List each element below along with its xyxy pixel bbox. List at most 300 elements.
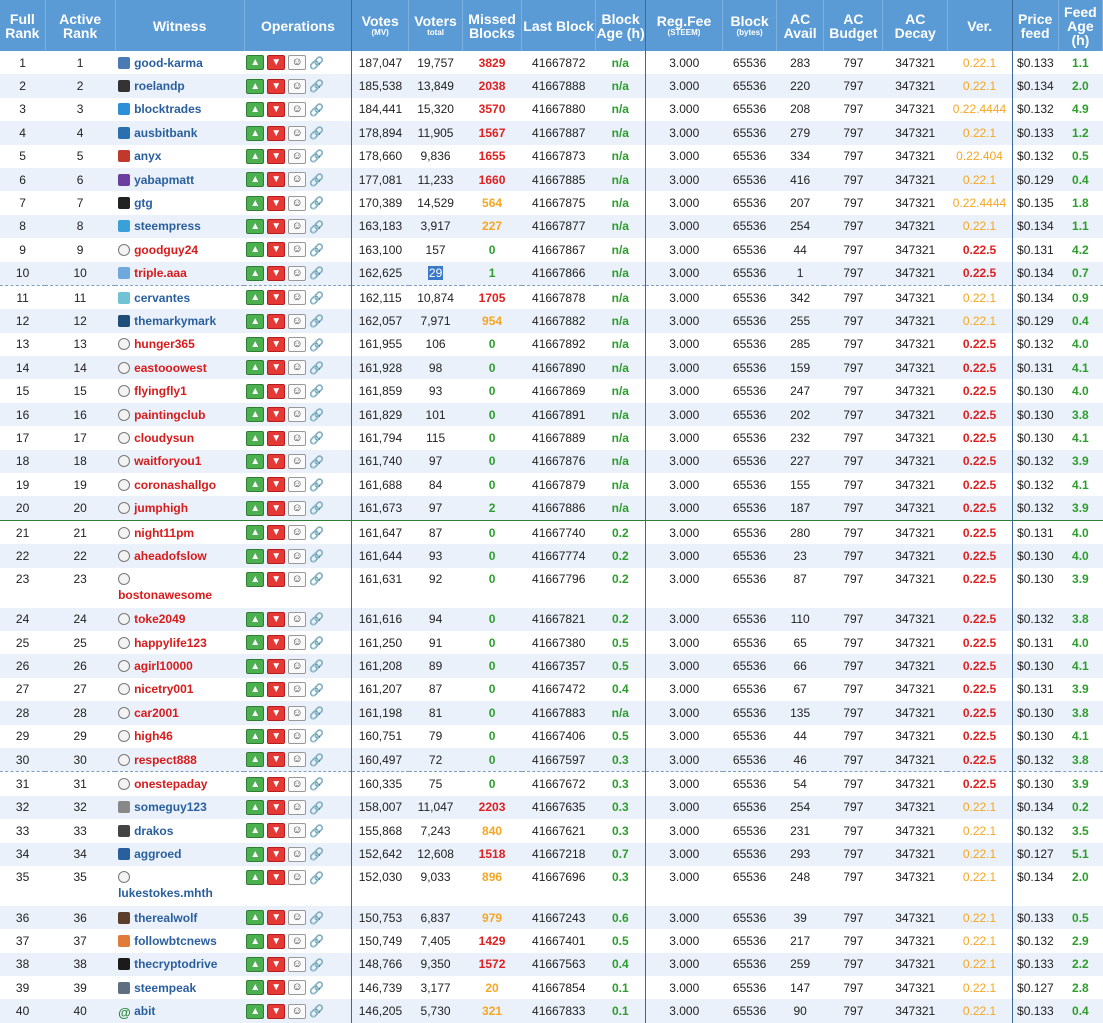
link-icon[interactable]: 🔗 [309,525,325,540]
vote-up-icon[interactable] [246,729,264,744]
add-proxy-icon[interactable] [288,126,306,141]
add-proxy-icon[interactable] [288,910,306,925]
voters[interactable]: 81 [409,701,463,724]
witness-link[interactable]: abit [134,1003,156,1018]
add-proxy-icon[interactable] [288,337,306,352]
avatar [118,150,130,162]
witness-link[interactable]: onestepaday [134,777,208,792]
witness-cell[interactable] [115,544,244,567]
vote-down-icon[interactable] [267,572,285,587]
vote-down-icon[interactable] [267,431,285,446]
add-proxy-icon[interactable] [288,572,306,587]
add-proxy-icon[interactable] [288,612,306,627]
col-block-age[interactable]: Block Age (h) [596,0,645,51]
link-icon[interactable]: 🔗 [309,752,325,767]
add-proxy-icon[interactable] [288,934,306,949]
vote-up-icon[interactable] [246,337,264,352]
vote-up-icon[interactable] [246,196,264,211]
witness-link[interactable]: happylife123 [134,635,207,650]
link-icon[interactable]: 🔗 [309,635,325,650]
col-ac-budget[interactable]: AC Budget [824,0,883,51]
witness-cell[interactable] [115,379,244,402]
voters[interactable]: 7,971 [409,309,463,332]
vote-down-icon[interactable] [267,635,285,650]
vote-up-icon[interactable] [246,314,264,329]
witness-cell[interactable] [115,145,244,168]
voters[interactable]: 79 [428,729,443,744]
witness-cell[interactable] [115,262,244,286]
vote-up-icon[interactable] [246,360,264,375]
witness-link[interactable]: someguy123 [134,800,207,815]
link-icon[interactable]: 🔗 [309,55,325,70]
add-proxy-icon[interactable] [288,172,306,187]
add-proxy-icon[interactable] [288,706,306,721]
link-icon[interactable]: 🔗 [309,314,325,329]
link-icon[interactable]: 🔗 [309,682,325,697]
add-proxy-icon[interactable] [288,659,306,674]
link-icon[interactable]: 🔗 [309,477,325,492]
voters[interactable]: 15,320 [417,102,454,117]
link-icon[interactable]: 🔗 [309,659,325,674]
voters[interactable]: 97 [409,496,463,520]
vote-down-icon[interactable] [267,910,285,925]
witness-link[interactable]: toke2049 [134,612,186,627]
vote-down-icon[interactable] [267,242,285,257]
witness-link[interactable]: followbtcnews [134,933,217,948]
witness-cell[interactable] [115,74,244,97]
witness-cell[interactable] [115,725,244,748]
link-icon[interactable]: 🔗 [309,957,325,972]
link-icon[interactable]: 🔗 [309,800,325,815]
vote-up-icon[interactable] [246,635,264,650]
vote-up-icon[interactable] [246,1004,264,1019]
witness-cell[interactable] [115,215,244,238]
voters[interactable]: 115 [426,430,446,445]
witness-link[interactable]: flyingfly1 [134,384,187,399]
add-proxy-icon[interactable] [288,1004,306,1019]
witness-link[interactable]: lukestokes.mhth [118,885,213,900]
link-icon[interactable]: 🔗 [309,126,325,141]
link-icon[interactable]: 🔗 [309,337,325,352]
vote-down-icon[interactable] [267,477,285,492]
voters[interactable]: 11,905 [409,121,463,144]
witness-cell[interactable] [115,285,244,309]
witness-link[interactable]: anyx [134,149,162,164]
witness-link[interactable]: goodguy24 [134,242,199,257]
vote-down-icon[interactable] [267,196,285,211]
witness-cell[interactable] [115,866,244,906]
vote-up-icon[interactable] [246,477,264,492]
vote-down-icon[interactable] [267,729,285,744]
add-proxy-icon[interactable] [288,431,306,446]
add-proxy-icon[interactable] [288,407,306,422]
col-ac-decay[interactable]: AC Decay [883,0,948,51]
col-full-rank[interactable]: Full Rank [0,0,45,51]
witness-link[interactable]: gtg [134,196,153,211]
vote-down-icon[interactable] [267,777,285,792]
vote-up-icon[interactable] [246,384,264,399]
voters[interactable]: 9,033 [420,869,451,884]
witness-link[interactable]: blocktrades [134,102,202,117]
add-proxy-icon[interactable] [288,454,306,469]
witness-link[interactable]: hunger365 [134,337,195,352]
link-icon[interactable]: 🔗 [309,549,325,564]
add-proxy-icon[interactable] [288,219,306,234]
witness-cell[interactable] [115,953,244,976]
link-icon[interactable]: 🔗 [309,612,325,627]
col-reg-fee[interactable]: Reg.Fee (STEEM) [645,0,722,51]
link-icon[interactable]: 🔗 [309,934,325,949]
link-icon[interactable]: 🔗 [309,980,325,995]
link-icon[interactable]: 🔗 [309,706,325,721]
vote-up-icon[interactable] [246,549,264,564]
witness-cell[interactable] [115,819,244,842]
vote-up-icon[interactable] [246,612,264,627]
voters[interactable]: 6,837 [409,906,463,929]
witness-link[interactable]: good-karma [134,55,203,70]
vote-up-icon[interactable] [246,102,264,117]
vote-up-icon[interactable] [246,847,264,862]
add-proxy-icon[interactable] [288,847,306,862]
witness-link[interactable]: ausbitbank [134,125,198,140]
voters[interactable]: 91 [428,635,443,650]
vote-up-icon[interactable] [246,431,264,446]
link-icon[interactable]: 🔗 [309,242,325,257]
vote-up-icon[interactable] [246,682,264,697]
vote-up-icon[interactable] [246,752,264,767]
add-proxy-icon[interactable] [288,290,306,305]
witness-link[interactable]: steempeak [134,980,197,995]
link-icon[interactable]: 🔗 [309,729,325,744]
vote-up-icon[interactable] [246,706,264,721]
add-proxy-icon[interactable] [288,55,306,70]
voters[interactable]: 94 [409,608,463,631]
add-proxy-icon[interactable] [288,752,306,767]
witness-link[interactable]: car2001 [134,705,179,720]
witness-link[interactable]: coronashallgo [134,477,217,492]
link-icon[interactable]: 🔗 [309,219,325,234]
witness-cell[interactable] [115,98,244,121]
voters[interactable]: 72 [409,748,463,772]
add-proxy-icon[interactable] [288,870,306,885]
link-icon[interactable]: 🔗 [309,360,325,375]
witness-link[interactable]: therealwolf [134,910,198,925]
vote-down-icon[interactable] [267,525,285,540]
voters[interactable]: 84 [428,477,443,492]
link-icon[interactable]: 🔗 [309,79,325,94]
link-icon[interactable]: 🔗 [309,407,325,422]
voters[interactable]: 9,836 [420,149,451,164]
link-icon[interactable]: 🔗 [309,431,325,446]
vote-up-icon[interactable] [246,126,264,141]
witness-link[interactable]: bostonawesome [118,587,213,602]
vote-down-icon[interactable] [267,800,285,815]
link-icon[interactable]: 🔗 [309,847,325,862]
vote-up-icon[interactable] [246,454,264,469]
witness-link[interactable]: drakos [134,823,174,838]
witness-link[interactable]: respect888 [134,752,197,767]
witness-link[interactable]: waitforyou1 [134,454,202,469]
link-icon[interactable]: 🔗 [309,290,325,305]
witness-cell[interactable] [115,631,244,654]
witness-link[interactable]: nicetry001 [134,682,194,697]
witness-link[interactable]: themarkymark [134,313,217,328]
witness-cell[interactable] [115,356,244,379]
add-proxy-icon[interactable] [288,957,306,972]
col-active-rank[interactable]: Active Rank [45,0,115,51]
add-proxy-icon[interactable] [288,384,306,399]
vote-down-icon[interactable] [267,870,285,885]
link-icon[interactable]: 🔗 [309,910,325,925]
voters[interactable]: 3,917 [409,215,463,238]
vote-up-icon[interactable] [246,823,264,838]
link-icon[interactable]: 🔗 [309,501,325,516]
voters[interactable]: 5,730 [409,999,463,1022]
vote-up-icon[interactable] [246,777,264,792]
voters[interactable]: 11,047 [409,796,463,819]
voters[interactable]: 157 [425,242,446,257]
col-feed-age[interactable]: Feed Age (h) [1058,0,1102,51]
vote-down-icon[interactable] [267,407,285,422]
witness-cell[interactable] [115,473,244,496]
voters[interactable]: 12,608 [409,843,463,866]
vote-down-icon[interactable] [267,549,285,564]
witness-cell[interactable] [115,701,244,724]
vote-up-icon[interactable] [246,79,264,94]
vote-up-icon[interactable] [246,870,264,885]
vote-down-icon[interactable] [267,1004,285,1019]
witness-cell[interactable] [115,678,244,701]
vote-down-icon[interactable] [267,454,285,469]
witness-cell[interactable] [115,843,244,866]
vote-down-icon[interactable] [267,957,285,972]
witness-cell[interactable] [115,238,244,261]
link-icon[interactable]: 🔗 [309,384,325,399]
witness-link[interactable]: cervantes [134,290,191,305]
ac-avail: 87 [793,571,807,586]
add-proxy-icon[interactable] [288,477,306,492]
vote-down-icon[interactable] [267,706,285,721]
witness-cell[interactable] [115,426,244,449]
witness-cell[interactable] [115,51,244,74]
voters[interactable]: 10,874 [409,285,463,309]
vote-down-icon[interactable] [267,847,285,862]
vote-down-icon[interactable] [267,612,285,627]
link-icon[interactable]: 🔗 [309,266,325,281]
witness-cell[interactable] [115,748,244,772]
vote-down-icon[interactable] [267,219,285,234]
link-icon[interactable]: 🔗 [309,1004,325,1019]
vote-up-icon[interactable] [246,525,264,540]
vote-down-icon[interactable] [267,934,285,949]
col-version[interactable]: Ver. [947,0,1012,51]
add-proxy-icon[interactable] [288,549,306,564]
voters[interactable]: 97 [409,450,463,473]
add-proxy-icon[interactable] [288,242,306,257]
witness-cell[interactable] [115,191,244,214]
vote-down-icon[interactable] [267,337,285,352]
voters[interactable]: 13,849 [409,74,463,97]
witness-link[interactable]: eastooowest [134,360,207,375]
col-missed-blocks[interactable]: Missed Blocks [462,0,521,51]
vote-down-icon[interactable] [267,384,285,399]
vote-up-icon[interactable] [246,800,264,815]
voters[interactable]: 93 [409,544,463,567]
vote-up-icon[interactable] [246,242,264,257]
vote-down-icon[interactable] [267,980,285,995]
add-proxy-icon[interactable] [288,823,306,838]
witness-cell[interactable] [115,796,244,819]
voters[interactable]: 3,177 [420,980,451,995]
voters[interactable]: 11,233 [409,168,463,191]
add-proxy-icon[interactable] [288,102,306,117]
col-votes[interactable]: Votes (MV) [352,0,409,51]
vote-down-icon[interactable] [267,501,285,516]
vote-down-icon[interactable] [267,682,285,697]
vote-up-icon[interactable] [246,290,264,305]
vote-up-icon[interactable] [246,149,264,164]
link-icon[interactable]: 🔗 [309,102,325,117]
witness-cell[interactable] [115,309,244,332]
col-price-feed[interactable]: Price feed [1012,0,1058,51]
vote-down-icon[interactable] [267,126,285,141]
witness-link[interactable]: paintingclub [134,407,206,422]
add-proxy-icon[interactable] [288,777,306,792]
add-proxy-icon[interactable] [288,800,306,815]
vote-down-icon[interactable] [267,55,285,70]
link-icon[interactable]: 🔗 [309,454,325,469]
witness-link[interactable]: thecryptodrive [134,957,218,972]
add-proxy-icon[interactable] [288,196,306,211]
witness-link[interactable]: triple.aaa [134,266,187,281]
vote-up-icon[interactable] [246,172,264,187]
voters[interactable]: 29 [409,262,463,286]
voters[interactable]: 7,243 [420,823,451,838]
vote-up-icon[interactable] [246,572,264,587]
link-icon[interactable]: 🔗 [309,823,325,838]
voters[interactable]: 92 [428,571,443,586]
add-proxy-icon[interactable] [288,79,306,94]
witness-link[interactable]: aggroed [134,847,182,862]
witness-cell[interactable] [115,568,244,608]
witness-cell[interactable] [115,772,244,796]
col-block[interactable]: Block (bytes) [723,0,777,51]
add-proxy-icon[interactable] [288,149,306,164]
witness-cell[interactable] [115,403,244,426]
vote-up-icon[interactable] [246,55,264,70]
vote-up-icon[interactable] [246,501,264,516]
voters[interactable]: 87 [428,682,443,697]
vote-up-icon[interactable] [246,219,264,234]
vote-down-icon[interactable] [267,149,285,164]
voters[interactable]: 101 [409,403,463,426]
witness-cell[interactable] [115,333,244,356]
witness-cell[interactable] [115,654,244,677]
voters[interactable]: 93 [428,384,443,399]
witness-cell[interactable] [115,496,244,520]
witness-link[interactable]: jumphigh [134,501,189,516]
vote-down-icon[interactable] [267,752,285,767]
vote-down-icon[interactable] [267,314,285,329]
witness-link[interactable]: roelandp [134,79,185,94]
voters[interactable]: 98 [409,356,463,379]
voters[interactable]: 9,350 [409,953,463,976]
add-proxy-icon[interactable] [288,635,306,650]
witness-cell[interactable] [115,520,244,544]
witness-cell[interactable] [115,906,244,929]
voters[interactable]: 19,757 [417,55,454,70]
add-proxy-icon[interactable] [288,729,306,744]
witness-cell[interactable] [115,168,244,191]
link-icon[interactable]: 🔗 [309,149,325,164]
witness-link[interactable]: high46 [134,729,173,744]
voters[interactable]: 75 [409,772,463,796]
col-witness[interactable]: Witness [115,0,244,51]
voters[interactable]: 87 [409,520,463,544]
witness-cell[interactable] [115,929,244,952]
witness-cell[interactable] [115,121,244,144]
vote-down-icon[interactable] [267,266,285,281]
link-icon[interactable]: 🔗 [309,572,325,587]
last-block: 41667866 [522,262,596,286]
vote-up-icon[interactable] [246,980,264,995]
col-ac-avail[interactable]: AC Avail [776,0,823,51]
vote-up-icon[interactable] [246,910,264,925]
add-proxy-icon[interactable] [288,266,306,281]
witness-cell[interactable] [115,450,244,473]
vote-up-icon[interactable] [246,957,264,972]
add-proxy-icon[interactable] [288,314,306,329]
add-proxy-icon[interactable] [288,525,306,540]
vote-up-icon[interactable] [246,934,264,949]
vote-down-icon[interactable] [267,290,285,305]
version: 0.22.1 [947,929,1012,952]
voters[interactable]: 7,405 [420,933,451,948]
voters[interactable]: 106 [425,337,446,352]
voters[interactable]: 89 [409,654,463,677]
vote-down-icon[interactable] [267,102,285,117]
vote-up-icon[interactable] [246,266,264,281]
voters[interactable]: 14,529 [417,196,454,211]
link-icon[interactable]: 🔗 [309,172,325,187]
witness-cell[interactable] [115,999,244,1022]
vote-down-icon[interactable] [267,823,285,838]
add-proxy-icon[interactable] [288,360,306,375]
link-icon[interactable]: 🔗 [309,196,325,211]
witness-link[interactable]: steempress [134,219,201,234]
link-icon[interactable]: 🔗 [309,870,325,885]
link-icon[interactable]: 🔗 [309,777,325,792]
col-voters[interactable]: Voters total [409,0,463,51]
vote-up-icon[interactable] [246,407,264,422]
witness-link[interactable]: yabapmatt [134,172,195,187]
witness-link[interactable]: night11pm [134,525,195,540]
witness-link[interactable]: agirl10000 [134,659,193,674]
add-proxy-icon[interactable] [288,980,306,995]
add-proxy-icon[interactable] [288,501,306,516]
witness-cell[interactable] [115,976,244,999]
vote-down-icon[interactable] [267,79,285,94]
vote-up-icon[interactable] [246,659,264,674]
vote-down-icon[interactable] [267,360,285,375]
vote-down-icon[interactable] [267,659,285,674]
col-last-block[interactable]: Last Block [522,0,596,51]
vote-down-icon[interactable] [267,172,285,187]
witness-link[interactable]: cloudysun [134,430,195,445]
witness-link[interactable]: aheadofslow [134,548,207,563]
add-proxy-icon[interactable] [288,682,306,697]
witness-cell[interactable] [115,608,244,631]
